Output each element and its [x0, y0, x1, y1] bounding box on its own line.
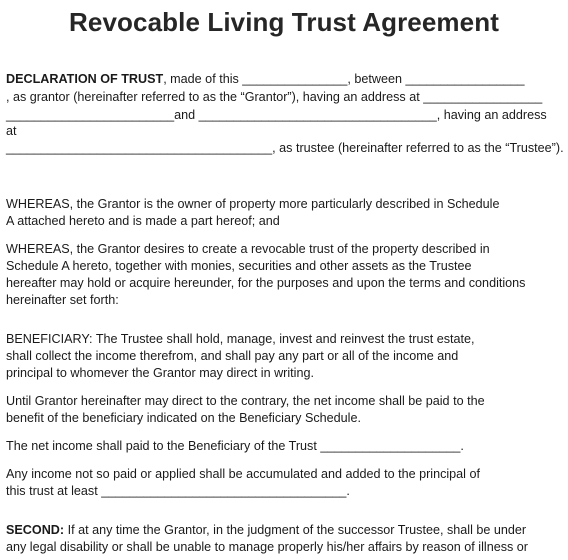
- paragraph-line: A attached hereto and is made a part hereof; and: [6, 214, 280, 228]
- paragraph-line: principal to whomever the Grantor may direct in writing.: [6, 366, 314, 380]
- paragraph-line: WHEREAS, the Grantor desires to create a revocable trust of the property described in: [6, 242, 490, 256]
- paragraph-line: Until Grantor hereinafter may direct to the contrary, the net income shall be paid to the: [6, 394, 485, 408]
- declaration-line: ________________________and __________________________________, having an address: [6, 108, 547, 122]
- paragraph-line: [6, 521, 526, 539]
- declaration-heading: DECLARATION OF TRUST: [6, 72, 164, 86]
- paragraph-line: The net income shall paid to the Beneficiary of the Trust ____________________.: [6, 439, 464, 453]
- paragraph-line: Schedule A hereto, together with monies, securities and other assets as the Trustee: [6, 259, 472, 273]
- paragraph-line: benefit of the beneficiary indicated on the Beneficiary Schedule.: [6, 411, 361, 425]
- paragraph-line: any legal disability or shall be unable to manage properly his/her affairs by reason of illness or: [6, 540, 529, 554]
- paragraph-line: shall collect the income therefrom, and shall pay any part or all of the income and: [6, 349, 459, 363]
- paragraph-line: hereinafter set forth:: [6, 293, 119, 307]
- second-heading: SECOND:: [6, 523, 65, 537]
- declaration-line: at: [6, 124, 17, 138]
- declaration-line: , as grantor (hereinafter referred to as the “Grantor”), having an address at _________________: [6, 90, 543, 104]
- paragraph-line: this trust at least ___________________________________.: [6, 484, 350, 498]
- paragraph-line: BENEFICIARY: The Trustee shall hold, manage, invest and reinvest the trust estate,: [6, 332, 475, 346]
- second-text: If at any time the Grantor, in the judgment of the successor Trustee, shall be under: [64, 523, 527, 537]
- document-title: Revocable Living Trust Agreement: [69, 7, 499, 37]
- declaration-line: ______________________________________, as trustee (hereinafter referred to as the “Trustee”).: [6, 141, 564, 155]
- declaration-text: , made of this _______________, between _________________: [163, 72, 525, 86]
- declaration-line: [6, 70, 525, 88]
- paragraph-line: WHEREAS, the Grantor is the owner of property more particularly described in Schedule: [6, 197, 500, 211]
- paragraph-line: hereafter may hold or acquire hereunder, for the purposes and upon the terms and conditions: [6, 276, 526, 290]
- paragraph-line: Any income not so paid or applied shall be accumulated and added to the principal of: [6, 467, 480, 481]
